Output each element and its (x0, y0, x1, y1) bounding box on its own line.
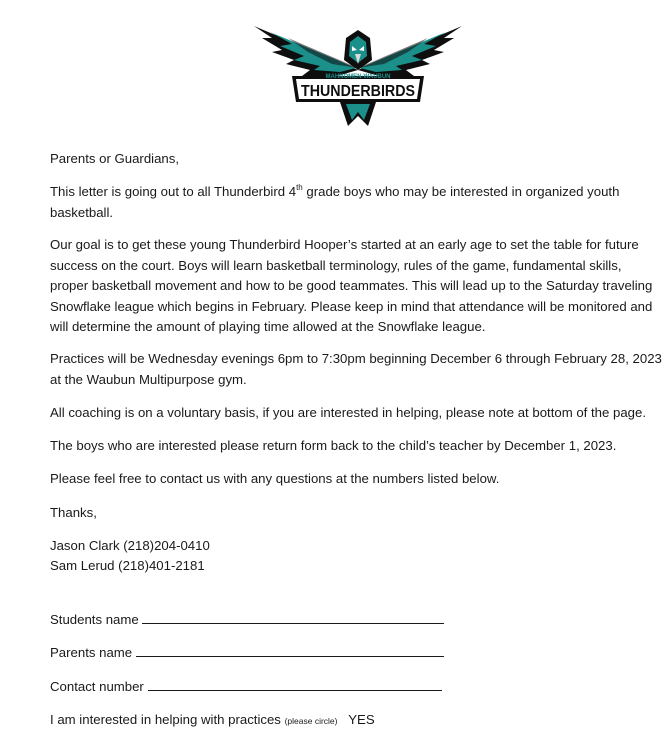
thunderbird-tail-icon (340, 102, 376, 126)
thunderbirds-logo (248, 8, 468, 130)
contact-number-label: Contact number (50, 679, 144, 694)
contact-number-field[interactable] (148, 678, 442, 691)
students-name-row (50, 610, 662, 631)
students-name-label: Students name (50, 612, 139, 627)
parents-name-label: Parents name (50, 645, 133, 660)
parents-name-field[interactable] (136, 644, 444, 657)
help-practice-note: (please circle) (284, 716, 338, 726)
greeting: Parents or Guardians, (50, 151, 180, 166)
closing: Thanks, (50, 505, 97, 520)
contact-paragraph: Please feel free to contact us with any questions at the numbers listed below. (50, 471, 500, 486)
help-practice-row (50, 710, 662, 732)
goal-paragraph: Our goal is to get these young Thunderbird Hooper’s started at an early age to set the table for future success on the court. Boys will learn basketball terminology, rules of the game, fundamental skills, proper basketball movement and how to be good teammates. This will lead up to the Saturday traveling Snowflake league which begins in February. Please keep in mind that attendance will be monitored and will determine the amount of playing time allowed at the Snowflake league. (50, 237, 653, 334)
logo-main-text: THUNDERBIRDS (301, 83, 416, 100)
return-form-paragraph: The boys who are interested please return form back to the child’s teacher by December 1, 2023. (50, 438, 617, 453)
help-practice-label: I am interested in helping with practices (50, 712, 281, 727)
practice-schedule-paragraph: Practices will be Wednesday evenings 6pm to 7:30pm beginning December 6 through February 28, 2023 at the Waubun Multipurpose gym. (50, 351, 662, 387)
contact-number-row (50, 677, 662, 698)
parents-name-row (50, 643, 662, 664)
help-practice-yes-option[interactable]: YES (348, 712, 375, 727)
intro-paragraph: This letter is going out to all Thunderbird 4th grade boys who may be interested in organized youth basketball. (50, 182, 620, 220)
contact-sam: Sam Lerud (218)401-2181 (50, 558, 205, 573)
contact-jason: Jason Clark (218)204-0410 (50, 538, 210, 553)
logo-top-text: MAHNOMEN-WAUBUN (325, 74, 391, 80)
students-name-field[interactable] (142, 611, 444, 624)
coaching-paragraph: All coaching is on a voluntary basis, if you are interested in helping, please note at bottom of the page. (50, 405, 647, 420)
